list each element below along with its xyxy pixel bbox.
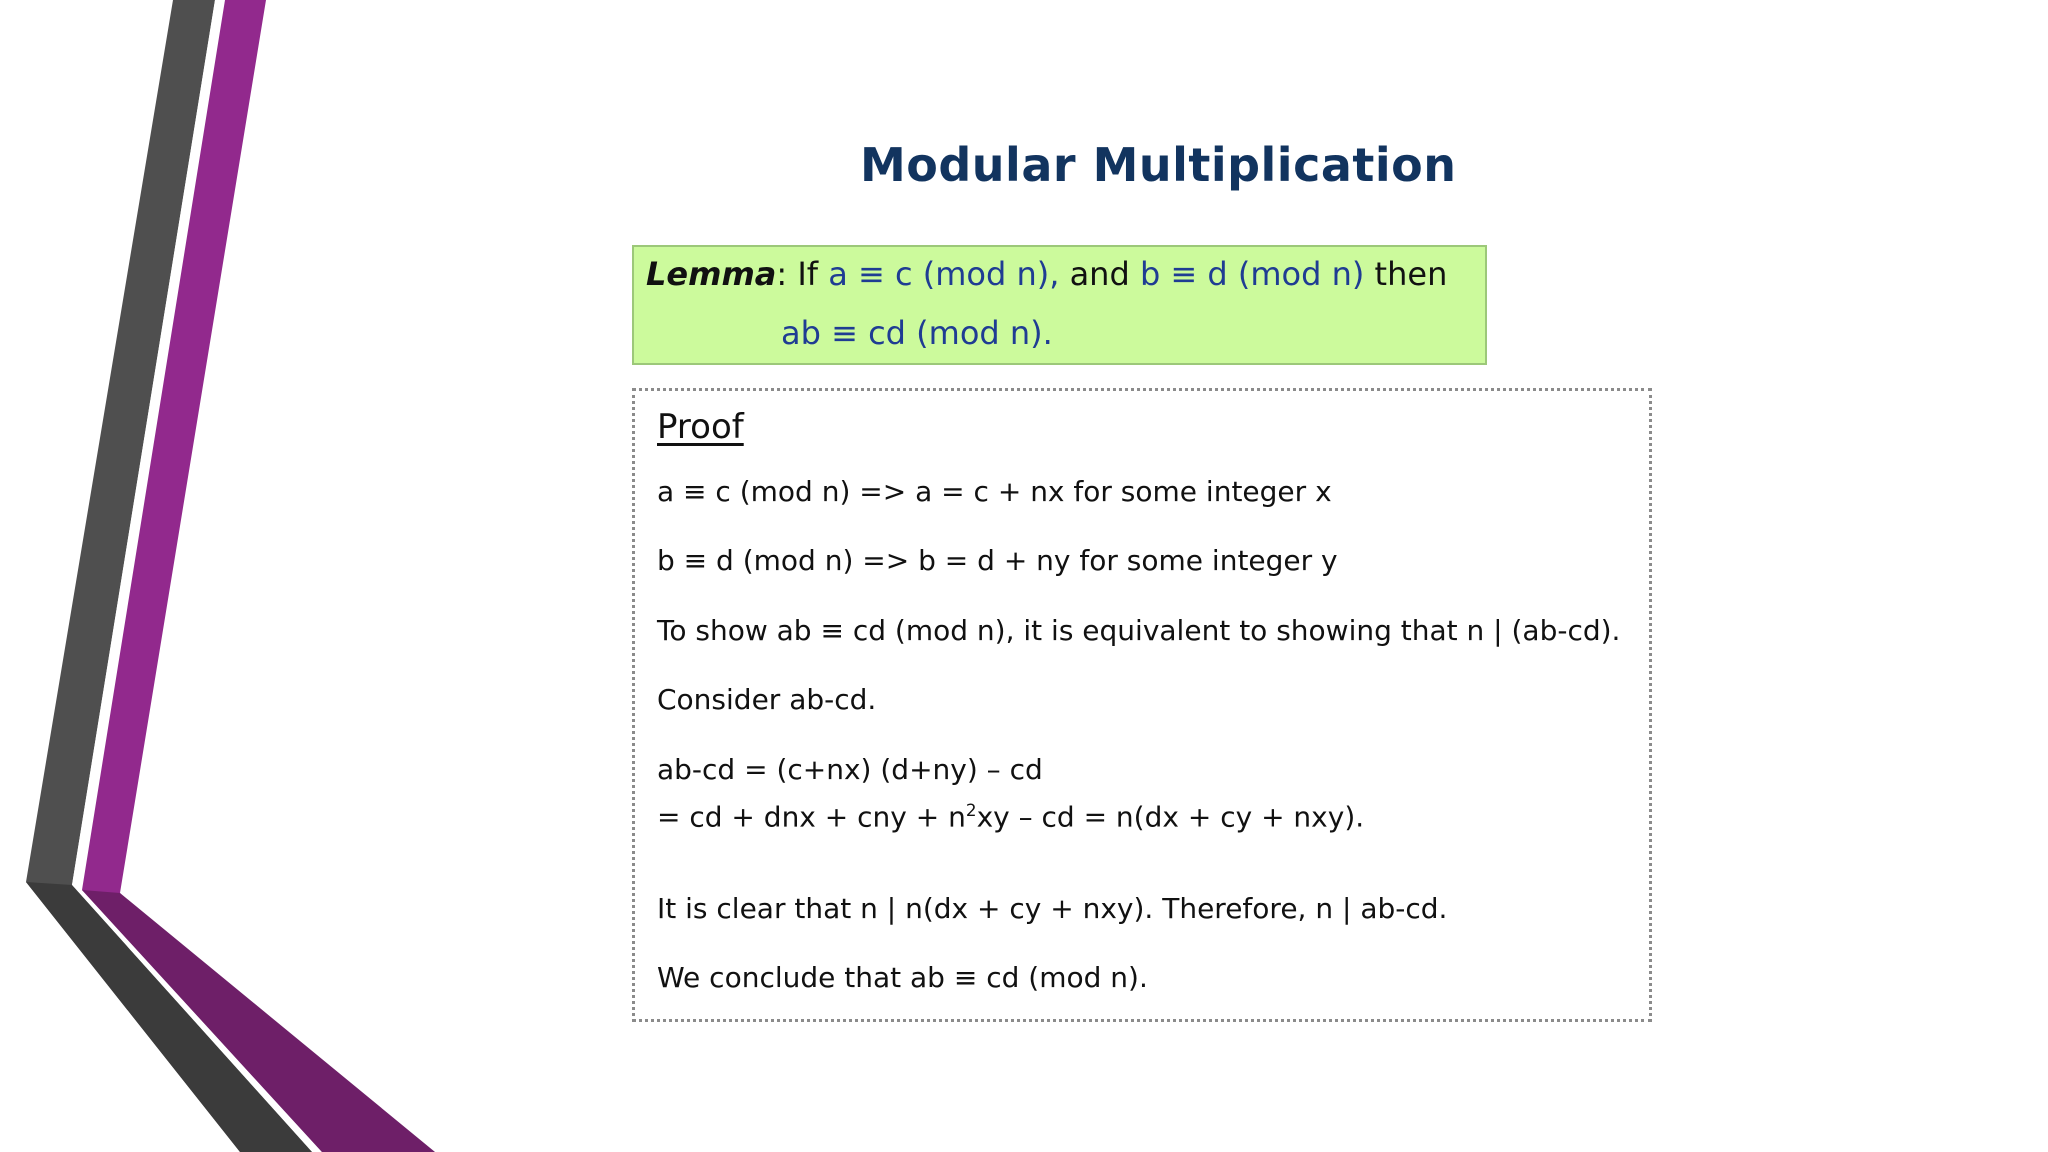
proof-line-4: Consider ab-cd. — [657, 683, 877, 716]
lemma-statement — [646, 255, 1447, 293]
proof-line-2: b ≡ d (mod n) => b = d + ny for some integer y — [657, 544, 1338, 577]
proof-title: Proof — [657, 407, 744, 447]
gray-chevron-band — [26, 0, 312, 1152]
lemma-box — [632, 245, 1487, 365]
proof-line-3: To show ab ≡ cd (mod n), it is equivalent to showing that n | (ab-cd). — [657, 614, 1621, 647]
proof-line-6-end: xy – cd = n(dx + cy + nxy). — [976, 800, 1365, 834]
lemma-conclusion: ab ≡ cd (mod n). — [781, 314, 1053, 352]
proof-line-6 — [657, 800, 1364, 833]
lemma-condition-1: a ≡ c (mod n), — [828, 255, 1060, 293]
proof-line-1: a ≡ c (mod n) => a = c + nx for some integer x — [657, 475, 1332, 508]
purple-chevron-band — [82, 0, 325, 1152]
lemma-separator: : — [776, 255, 788, 293]
proof-box — [632, 388, 1652, 1022]
white-chevron-gap — [72, 0, 322, 1152]
lemma-label: Lemma — [646, 255, 777, 293]
lemma-if: If — [787, 255, 829, 293]
lemma-then: then — [1364, 255, 1448, 293]
dark-gray-lower-shade — [26, 882, 312, 1152]
slide-title: Modular Multiplication — [860, 138, 1457, 192]
lemma-condition-2: b ≡ d (mod n) — [1139, 255, 1365, 293]
proof-line-6-exponent: 2 — [965, 800, 977, 820]
proof-line-7: It is clear that n | n(dx + cy + nxy). Therefore, n | ab-cd. — [657, 892, 1448, 925]
proof-line-8: We conclude that ab ≡ cd (mod n). — [657, 961, 1148, 994]
proof-line-5: ab-cd = (c+nx) (d+ny) – cd — [657, 753, 1043, 786]
lemma-and: and — [1059, 255, 1140, 293]
dark-purple-lower-shade — [82, 890, 435, 1152]
proof-line-6-start: = cd + dnx + cny + n — [657, 800, 966, 834]
